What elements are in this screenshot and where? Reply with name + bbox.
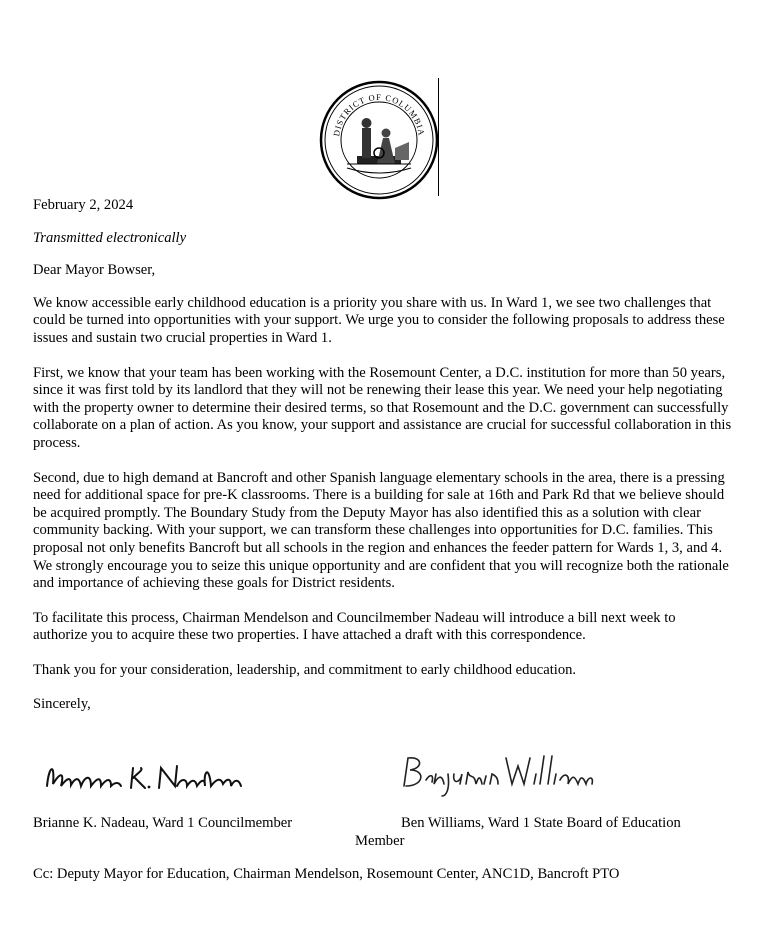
paragraph-intro: We know accessible early childhood education is a priority you share with us. In Ward 1, we see two challenges that could be turned into opportunities with your support. We urge you to consider the following proposals to address these issues and sustain two crucial properties in Ward 1. — [33, 294, 725, 346]
signature-nadeau — [41, 756, 251, 796]
signer-williams-line2: Member — [355, 832, 405, 849]
svg-text:DISTRICT OF COLUMBIA — [331, 92, 427, 137]
cc-line: Cc: Deputy Mayor for Education, Chairman Mendelson, Rosemount Center, ANC1D, Bancroft PTO — [33, 866, 620, 882]
closing: Sincerely, — [33, 696, 91, 713]
signer-williams-name — [355, 815, 755, 850]
letter-body — [33, 197, 733, 714]
salutation: Dear Mayor Bowser, — [33, 262, 156, 279]
signer-nadeau-name: Brianne K. Nadeau, Ward 1 Councilmember — [33, 815, 293, 831]
letter-date: February 2, 2024 — [33, 197, 134, 213]
letterhead-divider — [438, 78, 439, 196]
seal-icon — [317, 78, 441, 202]
signature-nadeau-icon — [41, 756, 251, 796]
transmittal-note: Transmitted electronically — [33, 229, 187, 246]
signature-williams — [398, 750, 598, 800]
paragraph-thanks: Thank you for your consideration, leadership, and commitment to early childhood education. — [33, 661, 577, 678]
signature-williams-icon — [398, 750, 598, 800]
paragraph-rosemount: First, we know that your team has been working with the Rosemount Center, a D.C. institution for more than 50 years, since it was first told by its landlord that they will not be renewing their lease this year. We need your help negotiating with the property owner to determine their desired terms, so that Rosemount and the D.C. government can successfully collaborate on a plan of action. As you know, your support and assistance are crucial for successful collaboration in this process. — [33, 364, 732, 451]
signer-williams-line1: Ben Williams, Ward 1 State Board of Education — [401, 815, 681, 831]
district-of-columbia-seal — [317, 78, 441, 202]
seal-arc-text: DISTRICT OF COLUMBIA — [331, 91, 427, 137]
paragraph-bill: To facilitate this process, Chairman Mendelson and Councilmember Nadeau will introduce a bill next week to authorize you to acquire these two properties. I have attached a draft with this correspondence. — [33, 609, 676, 644]
paragraph-bancroft: Second, due to high demand at Bancroft and other Spanish language elementary schools in the area, there is a pressing need for additional space for pre-K classrooms. There is a building for sale at 16th and Park Rd that we believe should be acquired promptly. The Boundary Study from the Deputy Mayor has also identified this as a solution with clear community backing. With your support, we can transform these challenges into opportunities for D.C. families. This proposal not only benefits Bancroft but all schools in the region and enhances the feeder pattern for Wards 1, 3, and 4. We strongly encourage you to seize this unique opportunity and are confident that you will recognize both the rationale and importance of achieving these goals for District residents. — [33, 469, 729, 592]
